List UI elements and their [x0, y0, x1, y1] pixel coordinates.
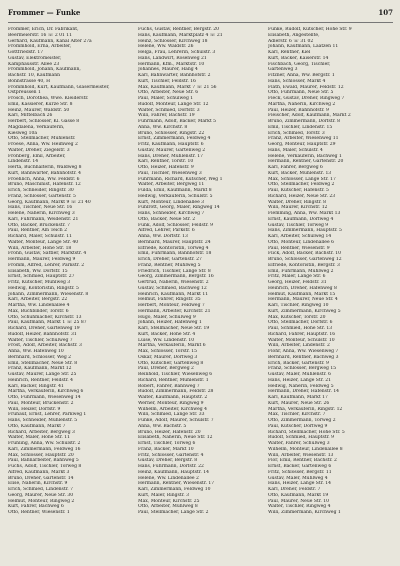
directory-entry: Froehlich, Anna, Ww. Feldstr. 6 [8, 176, 80, 182]
directory-entry: Hedwig, Näherin, Feldweg 5 [268, 383, 334, 389]
directory-entry: Erich, Schmied, Lindenstr. 7 [8, 487, 74, 492]
directory-entry: Bruno, Schlosser, Ringstr. 22 [138, 130, 205, 136]
directory-entry: Johannes, Maurer, Hang 4 [138, 67, 198, 73]
directory-entry: Hans, Tischler, Neue Str. 16 [8, 205, 73, 211]
directory-entry: Walter, Maler, Hohe Str. 11 [8, 435, 71, 441]
directory-entry: Otto, Kutscher, Gartenweg 8 [138, 360, 204, 366]
directory-entry: Karl, Arbeiter, Schulweg 14 [268, 234, 332, 239]
directory-entry: Alfred, Kaufmann, Markt 3 [8, 469, 70, 475]
directory-entry: Ernst, Tischler, Torweg 6 [138, 441, 196, 446]
directory-entry: Paul, Dreher, Bergweg 2 [138, 366, 194, 372]
directory-entry: Magdalena, Verkäuferin, [8, 124, 65, 130]
directory-column-3 [268, 27, 393, 557]
directory-entry: Fuhrmann, Adolf, Bäcker, Markt 5 [138, 119, 217, 124]
directory-entry: Paul, Maurer, Neue Str. 10 [268, 498, 329, 504]
directory-entry: Otto, Stellmacher, Mühlenstr. [8, 136, 76, 142]
directory-entry: Paul, Schmied, Hohe Str. 13 [268, 326, 333, 331]
directory-entry: Hedwig, Verkäuferin, Schulstr. 5 [138, 193, 213, 199]
directory-entry: Beermeierstr. 16 ☏ 2 01 11 [8, 32, 72, 38]
directory-entry: Reinhold, Tischler, Wiesenweg 6 [138, 372, 213, 377]
directory-entry: Fuhlrott, Georg, Maler, Ringweg 14 [138, 205, 220, 211]
directory-entry: Georg, Heizer, Feldstr. 31 [268, 280, 327, 285]
directory-entry: Gerhard, Kaufmann, Kanal Alter 27a [8, 38, 92, 44]
directory-entry: Paul, Stellmacher, Lange Str. 2 [138, 510, 209, 515]
directory-entry: Johann, Heizer, Hafenweg 1 [138, 320, 202, 326]
directory-entry: Bruno, Heizer, Hafenstr. 20 [138, 429, 201, 435]
directory-entry: Hans, Heizer, Lange Str. 14 [268, 481, 331, 487]
directory-entry: Richard, Heizer, Neue Str. 23 [268, 193, 336, 199]
directory-entry: Frommhold, Johann, Kaufmann, [8, 67, 81, 73]
directory-entry: Heinz, Kaufmann, Hauptstr. 14 [138, 469, 209, 475]
directory-entry: Otto, Bäcker, Neue Str. 2 [138, 216, 196, 222]
directory-entry: Frohberg, Emil, Arbeiter, [8, 153, 66, 159]
directory-entry: Bruno, Schlosser, Gartenweg 12 [268, 257, 342, 262]
directory-entry: Erich, Bäcker, Gartenstr. 9 [268, 360, 329, 366]
directory-entry: Funk, Adolf, Schlosser, Feldstr. 9 [138, 222, 213, 228]
directory-entry: Helene, Ww. Waldstr. 26 [138, 44, 194, 50]
directory-entry: Bernhard, Schlosser, Weg 2 [8, 354, 72, 360]
directory-entry: Flick, Adolf, Bäcker, Bachstr. 10 [268, 251, 341, 257]
directory-entry: Fritz, Schlosser, Gartenstr. 4 [138, 452, 204, 458]
directory-entry: Paul, Monteur, Brückenstr. 2 [8, 400, 74, 406]
directory-entry: Bachstr. 10, Kaufmann [8, 73, 60, 78]
directory-entry: Hermann, Maurer, Feldweg 9 [8, 257, 76, 262]
directory-entry: Ernst, Schmied, Hauptstr. 27 [8, 274, 75, 280]
directory-entry: Georg, Kaufmann, Markt 9 ☏ 21 40 [8, 199, 91, 205]
directory-entry: Kurt, Monteur, Lindenallee 3 [138, 199, 205, 205]
directory-entry: Paul, Heizer, Bahnhofstr. 9 [268, 107, 329, 113]
directory-entry: Elisabeth, Angestellte, [268, 32, 320, 38]
directory-entry: Luise, Ww. Lindenstr. 10 [138, 337, 195, 343]
page-number: 107 [378, 8, 393, 17]
directory-entry: Fitzner, Anna, Ww. Bergstr. 1 [268, 73, 335, 78]
directory-entry: Otto, Zimmermann, Torweg 2 [268, 418, 336, 423]
directory-entry: Kamphausstr. Allee 23 [8, 61, 60, 67]
directory-entry: Max, Schlosser, Torstr. 15 [138, 349, 198, 354]
directory-entry: Hans, Schlosser, Markt 4 [268, 78, 326, 84]
directory-entry: Karl, Kaufmann, Markt 17 [268, 395, 328, 400]
directory-entry: Kurt, Maurer, Neue Str. 26 [268, 400, 330, 406]
directory-entry: Walter, Fahrer, Schulweg 3 [268, 441, 330, 446]
directory-entry: Gertrud, Näherin, Wiesenstr. 2 [138, 280, 209, 285]
directory-entry: Hugo, Maler, Schulweg 9 [138, 314, 196, 320]
directory-entry: Karl, Tischler, Ringweg 10 [268, 303, 329, 308]
directory-entry: Elfriede, Kontoristin, Bergstr. 3 [268, 262, 340, 268]
directory-entry: Walter, Kaufmann, Hauptstr. 2 [138, 395, 208, 400]
directory-entry: Gartenweg 3 [268, 67, 298, 73]
directory-entry: Robert, Fahrer, Bahnweg 7 [138, 383, 200, 389]
directory-entry: Paul, Kutscher, Dorfweg 9 [268, 423, 328, 429]
directory-entry: Richard, Maler, Schulstr. 11 [8, 234, 72, 239]
directory-entry: Funke, Adolf, Maurer, Schulstr. 7 [138, 418, 214, 423]
directory-entry: Anna, Ww. Bachstr. 5 [138, 423, 187, 429]
directory-entry: Karl, Zimmermann, Feldweg 10 [138, 487, 211, 492]
directory-entry: Georg, Monteur, Hauptstr. 29 [268, 142, 336, 147]
directory-entry: Kurt, Bäcker, Mühlenstr. 13 [268, 170, 332, 176]
directory-entry: Gustav, Dreher, Bergstr. 8 [138, 458, 198, 464]
directory-entry: Friedrich, Tischler, Lange Str. 8 [138, 268, 211, 274]
directory-entry: Erich, Dreher, Gartenstr. 27 [138, 257, 202, 262]
directory-entry: Walter, Dreher, Ziegelstr. 3 [8, 147, 70, 153]
directory-entry: Adlerstr. 6 ☏ 31 02 [268, 38, 314, 44]
directory-entry: Werner, Monteur, Ringweg 9 [138, 400, 204, 406]
directory-entry: Heinz, Schlosser, Kirchweg 18 [138, 38, 208, 44]
directory-entry: Otto, Heizer, Hafenstr. 9 [138, 165, 194, 170]
directory-entry: Hermann, Kfm., Marktstr. 10 [138, 61, 205, 67]
directory-entry: Max, Kutscher, Torstr. 20 [268, 314, 326, 320]
directory-entry: Paul, Tischler, Wiesenweg 3 [138, 170, 202, 176]
directory-entry: Gustav, Maurer, Lange Str. 25 [8, 372, 77, 377]
directory-entry: Heinrich, Dreher, Hafenweg 8 [268, 285, 337, 291]
directory-entry: Funke, Rudolf, Kutscher, Hohe Str. 9 [268, 27, 352, 32]
directory-entry: Fulda, Emil, Kaufmann, Markt 8 [138, 188, 212, 193]
directory-entry: Flohr, Anna, Ww. Wiesenweg 7 [268, 349, 339, 354]
directory-entry: Paul, Kaufmann, Markt 1 ☏ 25 87 [8, 320, 87, 326]
directory-entry: Karl, Dreher, Feldstr. 7 [268, 487, 321, 492]
directory-entry: Franz, Arbeiter, Wiesenweg 11 [268, 136, 339, 142]
directory-entry: Frohn, Gustav, Sattler, Marktstr. 4 [8, 251, 87, 257]
directory-entry: Fritz, Kutscher, Mühlweg 3 [8, 280, 71, 285]
directory-entry: Helene, Näherin, Kirchweg 3 [8, 211, 75, 216]
directory-entry: Willi, Maurer, Kirchstr. 12 [268, 205, 328, 211]
directory-entry: Lindenstr. 14 [8, 159, 39, 165]
directory-entry: Karl, Zimmermann, Feldweg 16 [8, 446, 81, 452]
directory-entry: Gustav, Tischler, Torweg 9 [268, 222, 329, 228]
directory-entry: Emil, Fuhrmann, Bahnhofstr. 18 [138, 251, 212, 257]
directory-entry: Rudolf, Zimmermann, Feldstr. 28 [138, 389, 214, 395]
directory-entry: Walter, Monteur, Schulstr. 10 [268, 337, 335, 343]
directory-entry: Fuchs, Adolf, Tischler, Torweg 8 [8, 464, 82, 469]
directory-entry: Bonnstrasse 40, H [8, 78, 50, 84]
directory-entry: Franz, Schlosser, Gartenstr. 5 [8, 193, 76, 199]
directory-entry: Ernst, Bäcker, Gartenweg 6 [268, 464, 332, 469]
directory-entry: Willi, Arbeiter, Hohe Str. 18 [8, 245, 72, 251]
directory-entry: Walter, Arbeiter, Bergweg 11 [138, 182, 205, 188]
directory-entry: Walter, Dreher, Ringstr. 8 [268, 199, 326, 205]
directory-entry: Hermann, Rentner, Gartenstr. 20 [268, 159, 344, 165]
directory-entry: Flemming, Anna, Ww. Markt 13 [268, 211, 341, 216]
directory-entry: Hans, Landwirt, Rosenweg 21 [138, 55, 207, 61]
directory-entry: Frommer, Erich, Dr. Fabrikant, [8, 27, 79, 32]
directory-entry: Walter, Tischler, Ringweg 4 [268, 504, 331, 510]
directory-entry: Fleck, Gustav, Dreher, Ringweg 7 [268, 96, 345, 101]
directory-entry: Gustav, Maler, Mühlenstr. 6 [268, 372, 331, 377]
directory-entry: Kurt, Zimmermann, Kirchweg 5 [268, 308, 341, 314]
directory-entry: Karl, Arbeiter, Bergstr. 22 [8, 297, 68, 303]
directory-entry: Gustav, Maler, Mühlweg 4 [268, 475, 328, 481]
directory-columns [8, 27, 393, 557]
directory-entry: Bruno, Maschinist, Hafenstr. 12 [8, 182, 81, 188]
directory-entry: Kurt, Tischler, Feldstr. 16 [138, 78, 196, 84]
directory-entry: Hans, Fuhrmann, Dorfstr. 22 [138, 464, 204, 469]
directory-entry: Gustav, Elektromeister, [8, 55, 62, 61]
directory-entry: Helga, Frau, Lehrerin, Schulstr. 3 [138, 50, 216, 55]
directory-entry: Hans, Dreher, Mühlenstr. 17 [138, 153, 203, 159]
directory-entry: Fromm, Alfred, Lehrer, Parkstr. 2 [8, 262, 85, 268]
directory-entry: Kurt, Maler, Ringstr. 3 [138, 492, 189, 498]
directory-entry: Anna, Ww. Dorfstr. 13 [138, 234, 188, 239]
directory-entry: Georg, Maurer, Neue Str. 30 [8, 492, 74, 498]
directory-entry: Emil, Stellmacher, Neue Str. 8 [8, 360, 78, 366]
directory-entry: Flor, Emil, Rentner, Bachstr. 2 [268, 458, 337, 464]
directory-entry: Richard, Stellmacher, Hohe Str. 5 [268, 429, 345, 435]
directory-entry: Martha, Verkäuferin, Markt 6 [138, 343, 206, 349]
directory-entry: Hans, Schneider, Mühlenstr. 5 [8, 418, 78, 423]
directory-entry: Erich, Schneider, Ringstr. 30 [8, 188, 74, 193]
directory-entry: Max, Kaufmann, Markt 7 ☏ 21 56 [138, 84, 217, 90]
directory-entry: Kurt, Bahnwärter, Bahnhofstr. 4 [8, 170, 81, 176]
directory-entry: Emil, Kassierer, Kurze Str. 8 [8, 101, 73, 107]
directory-entry: Elisabeth, Näherin, Neue Str. 12 [138, 435, 213, 441]
directory-entry: Paul, Bahnarbeiter, Bahnweg 5 [8, 458, 79, 464]
directory-entry: Ernst, Kaufmann, Dorfweg 4 [268, 216, 334, 222]
directory-entry: Karl, Fahrer, Bergweg 6 [268, 165, 323, 170]
directory-entry: Paul, Maler, Schulweg 1 [138, 96, 194, 101]
directory-entry: Hans, Heizer, Lange Str. 21 [268, 377, 331, 383]
directory-entry: Frommhold, Kurt, Kaufmann, Glasermeister, [8, 84, 110, 90]
directory-entry: Karl, Rentner, Torstr. 10 [138, 159, 194, 165]
directory-entry: Emil, Tischler, Lindenstr. 15 [268, 124, 333, 130]
directory-entry: Hans, Kaufmann, Marktplatz 4 ☏ 21 [138, 32, 223, 38]
directory-entry: Max, Monteur, Kirchstr. 25 [138, 498, 200, 504]
directory-entry: Johann, Kaufmann, Laatzen 11 [268, 44, 339, 50]
directory-entry: Karl, Mittelbach 26 [8, 113, 53, 119]
directory-entry: Rudolf, Schmied, Hauptstr. 9 [268, 435, 334, 441]
directory-entry: Helene, Ww. Lindenallee 2 [138, 475, 199, 481]
directory-entry: Heinrich, Kaufmann, Markt 11 [138, 291, 209, 297]
directory-entry: Karl, Rentner, Kiel [268, 50, 311, 55]
directory-entry: Heinz, Maurer, Waldstr. 50 [8, 107, 70, 113]
directory-entry: Paul, Rentner, Am Teich 2 [8, 228, 67, 234]
directory-entry: Otto, Arbeiter, Mühlweg 8 [138, 504, 198, 510]
directory-entry: Richard, Fahrer, Hauptstr. 16 [268, 331, 336, 337]
directory-entry: Max, Tischler, Kirchstr. 7 [268, 412, 326, 418]
directory-entry: Herbert, Monteur, Feldweg 7 [138, 303, 205, 308]
directory-entry: Fischbach, Georg, Tischler, [268, 61, 331, 67]
directory-entry: Walter, Schmied, Dorfstr. 3 [138, 107, 200, 113]
directory-entry: Herta, Buchhalterin, Waldweg 8 [8, 165, 82, 170]
directory-entry: Otto, Kaufmann, Markt 19 [268, 492, 329, 498]
directory-entry: Flath, Ewald, Maurer, Feldstr. 12 [268, 84, 344, 90]
directory-entry: Fritz, Maler, Lange Str. 6 [268, 274, 326, 280]
directory-entry: Hans, Zimmermann, Hauptstr. 5 [268, 228, 342, 234]
directory-entry: Emil, Fuhrmann, Mühlweg 2 [268, 268, 334, 274]
directory-entry: Bruno, Dreher, Gartenstr. 14 [8, 475, 74, 481]
directory-entry: Max, Schlosser, Hauptstr. 20 [8, 452, 74, 458]
directory-entry: Ostpreussen 1 [8, 90, 41, 96]
directory-entry: Froese, Anna, Ww. Heimweg 2 [8, 142, 78, 147]
directory-entry: Bernhard, Maurer, Hauptstr. 24 [138, 239, 211, 245]
directory-entry: Hermann, Arbeiter, Kirchstr. 21 [138, 308, 211, 314]
directory-entry: Karl, Fuhrmann, Weidenstr. 21 [8, 216, 79, 222]
directory-entry: Herbert, Schlosser, Kl. Gasse 8 [8, 119, 80, 124]
directory-entry: Elfriede, Kontoristin, Torweg 4 [138, 245, 209, 251]
running-head: Frommer — Funke [8, 8, 81, 17]
directory-entry: Helmut, Monteur, Ringweg 2 [8, 498, 75, 504]
directory-entry: Martha, Näherin, Kirchweg 2 [268, 101, 336, 107]
directory-entry: Walter, Tischler, Schulweg 7 [8, 337, 73, 343]
directory-entry: Willi, Schmied, Lange Str. 33 [138, 412, 205, 418]
directory-entry: Willi, Arbeiter, Lindenstr. 2 [268, 343, 330, 349]
directory-entry: Hans, Maler, Schulstr. 4 [268, 147, 323, 153]
directory-entry: Bernhard, Rentner, Bachweg 3 [268, 354, 339, 360]
directory-entry: Karl, Stellmacher, Neue Str. 19 [138, 326, 210, 331]
directory-entry: Gustav, Maurer, Gartenweg 2 [138, 147, 206, 153]
directory-entry: Walter, Monteur, Lange Str. 40 [8, 239, 79, 245]
directory-entry: Otto, Stellmacher, Feldweg 2 [268, 182, 335, 188]
directory-entry: Kiesweg 10a [8, 130, 38, 136]
directory-entry: Richard, Rentner, Mühlenstr. 1 [138, 377, 209, 383]
directory-entry: Frommhold, Erna, Arbeiter, [8, 44, 72, 50]
directory-entry: Paul, Kutscher, Hafenstr. 5 [268, 188, 329, 193]
page-header [8, 8, 393, 23]
directory-entry: Otto, Schuhmacher, Kirchstr. 13 [8, 314, 82, 320]
directory-entry: Max, Schlosser, Lange Str. 17 [268, 176, 336, 182]
directory-entry: Franz, Kaufmann, Markt 12 [8, 366, 72, 372]
directory-entry: Heinrich, Rentner, Feldstr. 4 [8, 377, 73, 383]
directory-entry: Hermann, Maurer, Neue Str. 4 [268, 297, 338, 303]
directory-entry: Otto, Rentner, Wiesenstr. 1 [8, 510, 70, 515]
directory-entry: Wilhelm, Monteur, Lindenallee 8 [268, 446, 343, 452]
directory-entry: Frost, Adolf, Arbeiter, Bachstr. 3 [8, 343, 82, 349]
directory-entry: Franz, Bäcker, Markt 10 [138, 446, 194, 452]
directory-entry: Fleischer, Adolf, Kaufmann, Markt 2 [268, 113, 351, 119]
directory-entry: Fritz, Schlosser, Bergstr. 11 [268, 469, 332, 475]
directory-entry: Helmut, Kaufmann, Markt 15 [268, 291, 336, 297]
directory-entry: Elisabeth, Ww. Dorfstr. 15 [8, 268, 68, 274]
directory-entry: Alfred, Lehrer, Parkstr. 6 [138, 228, 195, 234]
directory-entry: Gustav, Schmied, Bachweg 12 [138, 285, 207, 291]
directory-column-2 [138, 27, 263, 557]
directory-entry: Gottfriedstr. 17 [8, 50, 44, 55]
directory-entry: Hermann, Dreher, Hafenstr. 14 [268, 389, 340, 395]
directory-column-1 [8, 27, 133, 557]
directory-entry: Helene, Verkäuferin, Bachweg 1 [268, 153, 342, 159]
directory-entry: Fritz, Kaufmann, Hauptstr. 6 [138, 142, 204, 147]
directory-entry: Kurt, Bäcker, Kaiserstr. 14 [268, 55, 329, 61]
directory-entry: Richard, Dreher, Gartenweg 19 [8, 326, 80, 331]
directory-entry: Anna, Ww. Kirchstr. 8 [138, 124, 188, 130]
directory-entry: Oskar, Maurer, Dorfweg 3 [138, 354, 198, 360]
directory-entry: Otto, Arbeiter, Neue Str. 6 [138, 90, 199, 96]
directory-entry: Wilhelm, Arbeiter, Kirchweg 4 [138, 406, 207, 412]
directory-entry: Fuchs, Gustav, Rentner, Bergstr. 20 [138, 27, 219, 32]
directory-entry: Kurt, Fahrer, Bachweg 6 [8, 504, 64, 510]
directory-entry: Hedwig, Kontoristin, Ringstr. 5 [8, 285, 79, 291]
directory-entry: Willi, Zimmermann, Kirchweg 1 [268, 510, 341, 515]
directory-entry: Otto, Fuhrmann, Neue Str. 5 [268, 90, 334, 96]
directory-entry: Anna, Ww. Hafenweg 10 [8, 349, 64, 354]
directory-entry: Hermann, Rentner, Wiesenstr. 17 [138, 481, 215, 487]
directory-entry: Otto, Kaufmann, Markt 7 [8, 423, 66, 429]
directory-entry: Max, Buchbinder, Torstr. 6 [8, 308, 69, 314]
directory-entry: Otto, Monteur, Lindenallee 6 [268, 239, 334, 245]
directory-entry: Willi, Heizer, Dorfstr. 9 [8, 406, 61, 412]
directory-entry: Willi, Arbeiter, Wiesenstr. 13 [268, 452, 334, 458]
directory-entry: Otto, Bäcker, Brückenstr. 7 [8, 222, 70, 228]
directory-entry: Georg, Zimmermann, Bergstr. 16 [138, 274, 214, 280]
directory-entry: Elise, Näherin, Kirchstr. 9 [8, 481, 68, 487]
directory-entry: Helmut, Fahrer, Ringstr. 35 [138, 297, 201, 303]
directory-entry: Martha, Verkäuferin, Kirchweg 6 [8, 389, 84, 395]
directory-entry: Martha, Ww. Lindenallee 4 [8, 303, 70, 308]
directory-entry: Frühauf, Ernst, Lehrer, Parkweg 1 [8, 412, 87, 418]
directory-entry: Franz, Rentner, Mühlweg 5 [138, 262, 201, 268]
directory-entry: Franz, Schlosser, Bergweg 15 [268, 366, 337, 372]
directory-entry: Kurt, Bäcker, Hohe Str. 4 [138, 331, 196, 337]
directory-entry: Hans, Schneider, Kirchweg 7 [138, 211, 205, 216]
directory-entry: Erich, Schmied, Torstr. 3 [268, 130, 325, 136]
directory-entry: Bruno, Zimmermann, Dorfstr. 8 [268, 119, 340, 124]
directory-entry: Otto, Fuhrmann, Wiesenweg 14 [8, 395, 81, 400]
directory-entry: Otto, Stellmacher, Dorfstr. 6 [268, 320, 333, 326]
directory-entry: Martha, Verkäuferin, Ringstr. 12 [268, 406, 343, 412]
directory-entry: Frosch, Dorothea, Wwe. Kleiderstr. [8, 96, 89, 101]
directory-entry: Willi, Fahrer, Bachstr. 19 [138, 113, 195, 119]
directory-entry: Ernst, Zimmermann, Feldweg 4 [138, 136, 211, 142]
directory-entry: Rudolf, Heizer, Bahnhofstr. 31 [8, 331, 77, 337]
directory-entry: Fuhrmann, Richard, Kutscher, Weg 1 [138, 176, 223, 182]
directory-entry: Rudolf, Monteur, Lange Str. 12 [138, 101, 209, 107]
directory-entry: Frühling, Anna, Ww. Schulstr. 2 [8, 441, 81, 446]
directory-entry: Richard, Arbeiter, Bergweg 3 [8, 429, 75, 435]
directory-entry: Karl, Bäcker, Ringstr. 41 [8, 383, 64, 389]
directory-entry: Karl, Bahnwärter, Bahnhofstr. 2 [138, 73, 211, 78]
directory-entry: Paul, Rentner, Wiesenstr. 9 [268, 245, 330, 251]
directory-entry: Johann, Zimmermann, Wiesenstr. 8 [8, 291, 89, 297]
